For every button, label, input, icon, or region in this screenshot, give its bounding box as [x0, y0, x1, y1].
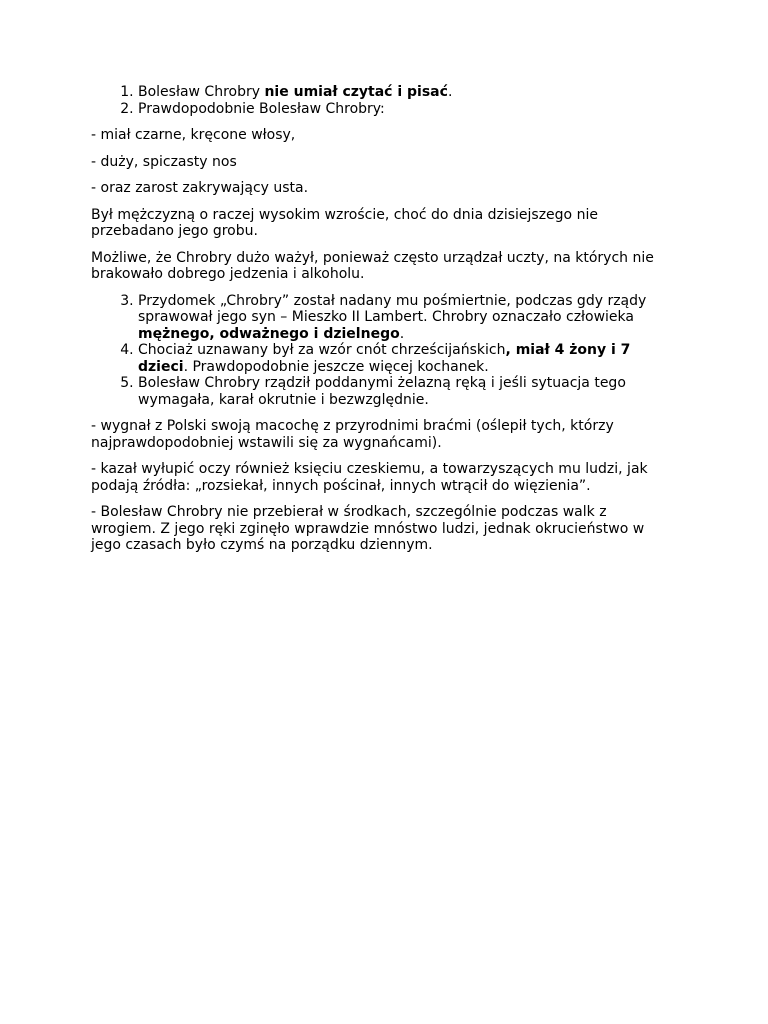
list-item-4-bold: , miał 4 żony i 7 dzieci [138, 342, 631, 375]
paragraph-exile: - wygnał z Polski swoją macochę z przyrodnimi braćmi (oślepił tych, którzy najprawdopodobniej wstawili się za wygnańcami). [91, 418, 614, 451]
document-page [91, 76, 671, 554]
list-item-4-text: Chociaż uznawany był za wzór cnót chrześcijańskich [138, 342, 506, 358]
paragraph-beard: - oraz zarost zakrywający usta. [91, 180, 309, 196]
list-item-1-text: Bolesław Chrobry [138, 84, 265, 100]
numbered-list-2 [91, 293, 671, 409]
list-item-1-bold: nie umiał czytać i pisać [264, 84, 448, 100]
list-item-4 [138, 342, 671, 375]
list-item-2-text: Prawdopodobnie Bolesław Chrobry: [138, 100, 385, 117]
list-item-3-bold: mężnego, odważnego i dzielnego [138, 325, 400, 342]
paragraph-nose: - duży, spiczasty nos [91, 153, 237, 170]
list-item-3-end: . [399, 325, 405, 342]
list-item-3-text: Przydomek „Chrobry” został nadany mu pośmiertnie, podczas gdy rządy sprawował jego syn – Mieszko II Lambert. Chrobry oznaczało człowieka [138, 292, 647, 325]
paragraph-cruelty: - Bolesław Chrobry nie przebierał w środkach, szczególnie podczas walk z wrogiem. Z jego ręki zginęło wprawdzie mnóstwo ludzi, jednak okrucieństwo w jego czasach było czymś na porządku dziennym. [91, 504, 645, 553]
list-item-5 [138, 375, 671, 408]
paragraph-weight: Możliwe, że Chrobry dużo ważył, ponieważ często urządzał uczty, na których nie brakowało dobrego jedzenia i alkoholu. [91, 249, 654, 282]
paragraph-height: Był mężczyzną o raczej wysokim wzroście, choć do dnia dzisiejszego nie przebadano jego grobu. [91, 206, 598, 239]
numbered-list-1 [91, 84, 671, 117]
list-item-2 [138, 101, 671, 118]
list-item-3 [138, 293, 671, 343]
list-item-1 [138, 84, 671, 101]
list-item-1-end: . [447, 84, 453, 100]
list-item-4-end: . Prawdopodobnie jeszcze więcej kochanek. [183, 358, 489, 375]
paragraph-czech-duke: - kazał wyłupić oczy również księciu czeskiemu, a towarzyszących mu ludzi, jak podają źródła: „rozsiekał, innych pościnał, innych wtrącił do więzienia”. [91, 461, 648, 494]
list-item-5-text: Bolesław Chrobry rządził poddanymi żelazną ręką i jeśli sytuacja tego wymagała, karał okrutnie i bezwzględnie. [138, 375, 626, 408]
paragraph-hair: - miał czarne, kręcone włosy, [91, 127, 296, 143]
